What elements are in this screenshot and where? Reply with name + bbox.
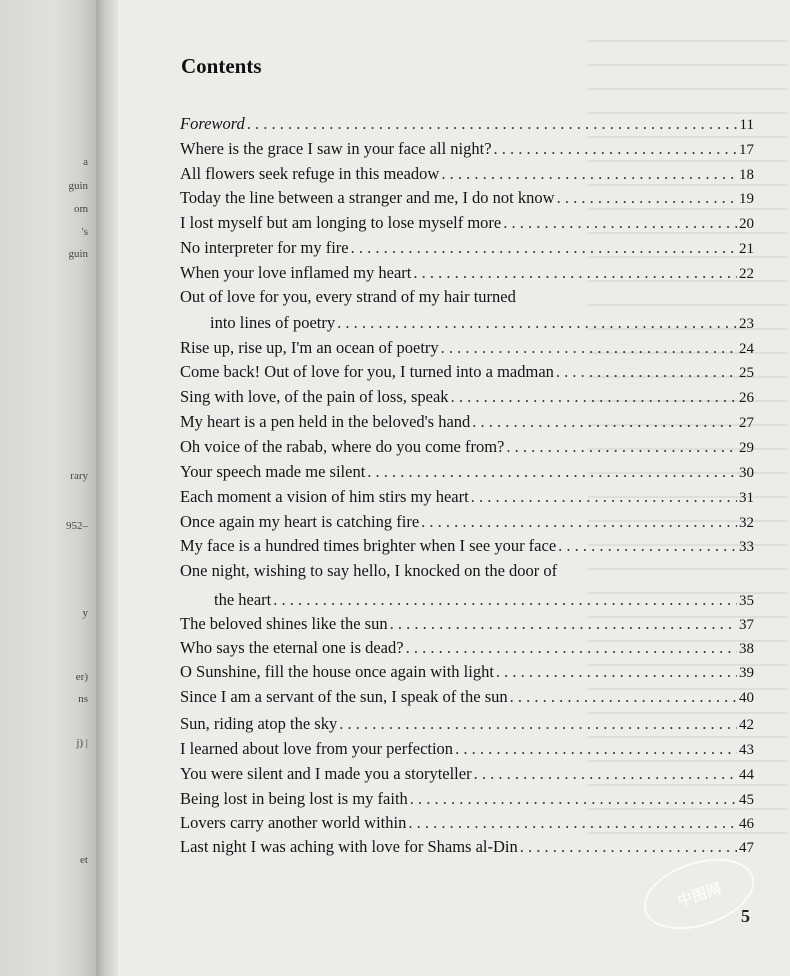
toc-entry-page: 46 — [739, 816, 754, 832]
toc-entry-title: The beloved shines like the sun — [180, 614, 388, 633]
toc-entry-page: 40 — [739, 690, 754, 706]
left-page-fragment: et — [80, 854, 88, 866]
toc-entry-title: Since I am a servant of the sun, I speak of the sun — [180, 687, 508, 706]
dot-leader — [451, 387, 737, 407]
toc-entry-title: Last night I was aching with love for Shams al-Din — [180, 837, 518, 856]
toc-entry-title: My face is a hundred times brighter when I see your face — [180, 536, 557, 555]
toc-entry-title: Who says the eternal one is dead? — [180, 638, 404, 657]
page-number: 5 — [741, 906, 750, 926]
toc-entry-page: 21 — [739, 241, 754, 257]
toc-entry-title: Sun, riding atop the sky — [180, 714, 338, 733]
dot-leader — [351, 238, 737, 258]
toc-entry-title: Oh voice of the rabab, where do you come from? — [180, 437, 505, 456]
dot-leader — [556, 362, 737, 382]
toc-entry-title: When your love inflamed my heart — [180, 263, 412, 282]
dot-leader — [413, 263, 737, 283]
toc-entry[interactable] — [180, 714, 754, 736]
toc-entry[interactable] — [180, 338, 754, 360]
dot-leader — [496, 662, 737, 682]
toc-entry-title-line1: Out of love for you, every strand of my hair turned — [180, 287, 516, 306]
toc-entry-title-line1: One night, wishing to say hello, I knocked on the door of — [180, 561, 558, 580]
dot-leader — [471, 487, 737, 507]
toc-entry-page: 17 — [739, 142, 754, 158]
toc-entry[interactable] — [180, 512, 754, 534]
dot-leader — [455, 739, 737, 759]
toc-entry[interactable] — [180, 739, 754, 761]
page-title: Contents — [181, 54, 262, 78]
toc-entry[interactable] — [180, 164, 754, 186]
toc-entry-page: 35 — [739, 593, 754, 609]
toc-entry-page: 38 — [739, 641, 754, 657]
toc-entry-title: I learned about love from your perfection — [180, 739, 454, 758]
toc-entry-title: My heart is a pen held in the beloved's hand — [180, 412, 471, 431]
book-gutter — [96, 0, 118, 976]
dot-leader — [408, 813, 737, 833]
toc-entry[interactable] — [180, 114, 754, 136]
toc-entry-page: 42 — [739, 717, 754, 733]
left-page-fragment: ns — [78, 693, 88, 705]
dot-leader — [367, 462, 737, 482]
left-facing-page — [0, 0, 96, 976]
toc-entry[interactable] — [180, 789, 754, 811]
toc-entry[interactable] — [180, 837, 754, 859]
toc-entry-title: O Sunshine, fill the house once again with light — [180, 662, 494, 681]
dot-leader — [503, 213, 737, 233]
toc-entry-page: 31 — [739, 490, 754, 506]
left-page-fragment: a — [83, 156, 88, 168]
toc-entry-title: Each moment a vision of him stirs my heart — [180, 487, 469, 506]
dot-leader — [390, 614, 737, 634]
contents-page — [118, 0, 790, 976]
toc-entry[interactable] — [180, 412, 754, 434]
toc-entry-page: 24 — [739, 341, 754, 357]
dot-leader — [421, 512, 737, 532]
toc-entry[interactable] — [180, 536, 754, 558]
toc-entry[interactable] — [180, 590, 754, 612]
toc-entry[interactable] — [180, 462, 754, 484]
toc-entry-title: the heart — [214, 590, 272, 609]
toc-entry[interactable] — [180, 188, 754, 210]
toc-entry-page: 27 — [739, 415, 754, 431]
toc-entry[interactable] — [180, 614, 754, 636]
left-page-fragment: guin — [68, 248, 88, 260]
dot-leader — [558, 536, 737, 556]
toc-entry[interactable] — [180, 263, 754, 285]
toc-entry[interactable] — [180, 139, 754, 161]
toc-entry-page: 37 — [739, 617, 754, 633]
toc-entry-title: All flowers seek refuge in this meadow — [180, 164, 440, 183]
toc-entry[interactable] — [180, 213, 754, 235]
toc-entry[interactable] — [180, 813, 754, 835]
toc-entry[interactable] — [180, 437, 754, 459]
toc-entry-page: 29 — [739, 440, 754, 456]
toc-entry-page: 44 — [739, 767, 754, 783]
toc-entry[interactable] — [180, 662, 754, 684]
dot-leader — [273, 590, 737, 610]
dot-leader — [410, 789, 737, 809]
left-page-fragment: 952– — [66, 520, 88, 532]
dot-leader — [441, 164, 737, 184]
toc-entry-page: 32 — [739, 515, 754, 531]
toc-entry-page: 22 — [739, 266, 754, 282]
toc-entry-title: Lovers carry another world within — [180, 813, 407, 832]
toc-entry-page: 26 — [739, 390, 754, 406]
dot-leader — [506, 437, 737, 457]
dot-leader — [339, 714, 737, 734]
left-page-fragment: er) — [75, 671, 88, 683]
toc-entry-page: 25 — [739, 365, 754, 381]
toc-entry[interactable] — [180, 238, 754, 260]
toc-entry[interactable] — [180, 638, 754, 660]
toc-entry-title: I lost myself but am longing to lose myself more — [180, 213, 502, 232]
toc-entry-page: 19 — [739, 191, 754, 207]
dot-leader — [337, 313, 737, 333]
dot-leader — [247, 114, 738, 134]
toc-entry-title: Your speech made me silent — [180, 462, 366, 481]
left-page-fragment: y — [82, 607, 88, 619]
left-page-fragment: om — [73, 203, 88, 215]
left-page-fragment: j) | — [76, 737, 88, 749]
toc-entry-page: 23 — [739, 316, 754, 332]
toc-entry[interactable] — [180, 362, 754, 384]
toc-entry-title: Come back! Out of love for you, I turned into a madman — [180, 362, 554, 381]
toc-entry-title: into lines of poetry — [210, 313, 336, 332]
toc-entry-title: Once again my heart is catching fire — [180, 512, 420, 531]
dot-leader — [441, 338, 737, 358]
dot-leader — [520, 837, 737, 857]
toc-entry-page: 33 — [739, 539, 754, 555]
dot-leader — [557, 188, 737, 208]
toc-entry[interactable] — [180, 764, 754, 786]
watermark-stamp: 中图网 — [635, 846, 763, 942]
toc-entry-page: 30 — [739, 465, 754, 481]
left-page-fragment: guin — [68, 180, 88, 192]
toc-entry-title: Sing with love, of the pain of loss, speak — [180, 387, 449, 406]
toc-entry-page: 39 — [739, 665, 754, 681]
toc-entry-page: 47 — [739, 840, 754, 856]
dot-leader — [474, 764, 737, 784]
toc-entry-page: 43 — [739, 742, 754, 758]
dot-leader — [510, 687, 737, 707]
toc-entry[interactable] — [180, 387, 754, 409]
toc-entry-title: Rise up, rise up, I'm an ocean of poetry — [180, 338, 439, 357]
toc-entry-page: 11 — [739, 117, 754, 133]
toc-entry-title: No interpreter for my fire — [180, 238, 349, 257]
toc-entry-title: You were silent and I made you a storyteller — [180, 764, 472, 783]
toc-entry-page: 45 — [739, 792, 754, 808]
toc-entry-page: 18 — [739, 167, 754, 183]
toc-entry-page: 20 — [739, 216, 754, 232]
dot-leader — [472, 412, 737, 432]
left-page-fragment: rary — [70, 470, 88, 482]
dot-leader — [494, 139, 737, 159]
toc-entry-title: Today the line between a stranger and me, I do not know — [180, 188, 555, 207]
toc-entry[interactable] — [180, 487, 754, 509]
toc-entry[interactable] — [180, 687, 754, 709]
toc-entry-title: Being lost in being lost is my faith — [180, 789, 408, 808]
left-page-fragment: 's — [81, 226, 88, 238]
toc-entry-title: Where is the grace I saw in your face all night? — [180, 139, 492, 158]
toc-entry[interactable] — [180, 313, 754, 335]
dot-leader — [406, 638, 737, 658]
toc-entry-title: Foreword — [180, 114, 245, 133]
